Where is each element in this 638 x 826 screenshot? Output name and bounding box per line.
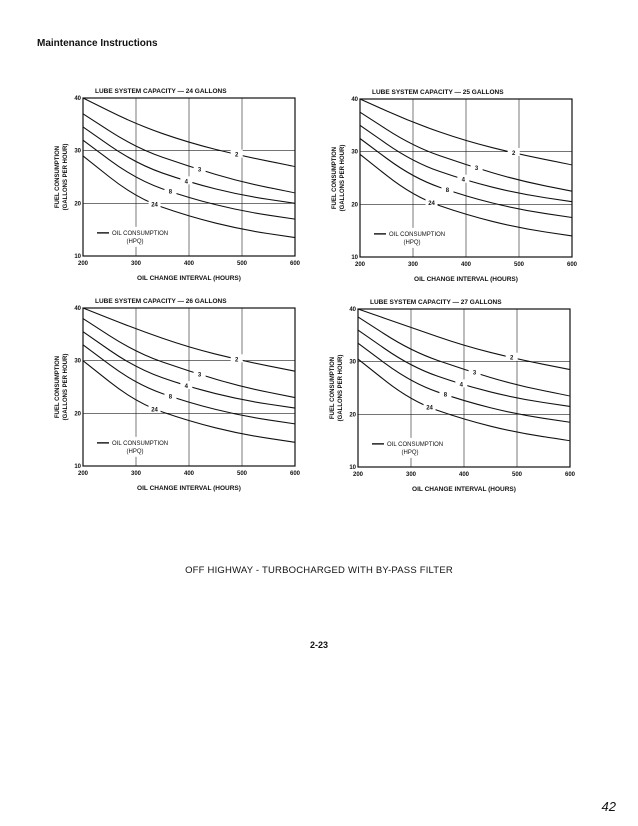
series-label-4: 4 xyxy=(461,177,466,184)
x-tick-label: 300 xyxy=(130,261,142,267)
series-label-4: 4 xyxy=(184,179,189,186)
y-tick-label: 20 xyxy=(351,202,358,209)
series-label-24: 24 xyxy=(426,405,433,412)
y-axis-label-units: (GALLONS PER HOUR) xyxy=(63,353,69,421)
y-tick-label: 20 xyxy=(74,201,81,208)
x-tick-label: 500 xyxy=(513,262,525,268)
y-tick-label: 20 xyxy=(74,411,81,418)
legend-label: OIL CONSUMPTION xyxy=(112,230,169,237)
y-tick-label: 10 xyxy=(351,255,358,261)
x-tick-label: 300 xyxy=(407,262,419,268)
y-tick-label: 30 xyxy=(74,148,81,155)
series-label-3: 3 xyxy=(474,165,479,172)
x-tick-label: 200 xyxy=(77,471,89,477)
y-axis-label-group xyxy=(330,355,344,422)
y-axis-label-group xyxy=(55,144,69,211)
figure-caption: OFF HIGHWAY - TURBOCHARGED WITH BY-PASS FILTER xyxy=(185,565,453,576)
page-header-title: Maintenance Instructions xyxy=(37,38,158,49)
y-tick-label: 10 xyxy=(74,464,81,470)
series-label-24: 24 xyxy=(151,407,158,414)
y-axis-label: FUEL CONSUMPTION xyxy=(330,356,336,420)
x-tick-label: 600 xyxy=(289,471,301,477)
x-tick-label: 300 xyxy=(405,472,417,478)
series-label-3: 3 xyxy=(197,372,202,379)
y-axis-label: FUEL CONSUMPTION xyxy=(55,355,61,419)
legend xyxy=(372,228,464,248)
chart-title: LUBE SYSTEM CAPACITY — 25 GALLONS xyxy=(372,89,504,96)
y-axis-label-units: (GALLONS PER HOUR) xyxy=(340,144,346,212)
x-tick-label: 400 xyxy=(183,471,195,477)
page-number: 2-23 xyxy=(309,640,328,650)
chart-25-gallons xyxy=(312,87,578,297)
legend-label: OIL CONSUMPTION xyxy=(387,441,444,448)
legend-label-units: (HPQ) xyxy=(126,448,144,455)
legend xyxy=(95,437,187,457)
y-axis-label-group xyxy=(55,354,69,421)
series-label-8: 8 xyxy=(168,394,173,401)
x-tick-label: 400 xyxy=(183,261,195,267)
legend-label-units: (HPQ) xyxy=(126,238,144,245)
chart-24-gallons xyxy=(35,86,301,296)
x-tick-label: 600 xyxy=(564,472,576,478)
series-label-8: 8 xyxy=(168,189,173,196)
y-axis-label: FUEL CONSUMPTION xyxy=(332,146,338,210)
series-label-2: 2 xyxy=(512,150,516,157)
folio-number: 42 xyxy=(601,799,616,814)
x-tick-label: 500 xyxy=(511,472,523,478)
y-axis-label-group xyxy=(332,145,346,212)
series-label-4: 4 xyxy=(459,382,464,389)
y-axis-label-units: (GALLONS PER HOUR) xyxy=(338,354,344,422)
x-tick-label: 200 xyxy=(354,262,366,268)
series-label-24: 24 xyxy=(428,200,435,207)
series-label-4: 4 xyxy=(184,384,189,391)
chart-title: LUBE SYSTEM CAPACITY — 24 GALLONS xyxy=(95,88,227,95)
y-tick-label: 40 xyxy=(349,307,356,313)
x-axis-label: OIL CHANGE INTERVAL (HOURS) xyxy=(414,276,518,283)
x-tick-label: 200 xyxy=(77,261,89,267)
legend-label: OIL CONSUMPTION xyxy=(389,231,446,238)
y-tick-label: 30 xyxy=(349,359,356,366)
chart-title: LUBE SYSTEM CAPACITY — 26 GALLONS xyxy=(95,298,227,305)
y-tick-label: 40 xyxy=(74,96,81,102)
x-tick-label: 400 xyxy=(458,472,470,478)
series-label-8: 8 xyxy=(443,392,448,399)
x-tick-label: 200 xyxy=(352,472,364,478)
legend-label: OIL CONSUMPTION xyxy=(112,440,169,447)
y-tick-label: 10 xyxy=(74,254,81,260)
x-tick-label: 300 xyxy=(130,471,142,477)
legend-label-units: (HPQ) xyxy=(403,239,421,246)
y-tick-label: 10 xyxy=(349,465,356,471)
series-label-3: 3 xyxy=(472,370,477,377)
series-label-3: 3 xyxy=(197,167,202,174)
y-tick-label: 30 xyxy=(74,358,81,365)
x-tick-label: 500 xyxy=(236,471,248,477)
y-tick-label: 30 xyxy=(351,149,358,156)
series-label-24: 24 xyxy=(151,202,158,209)
chart-27-gallons xyxy=(310,297,576,507)
y-tick-label: 40 xyxy=(74,306,81,312)
x-tick-label: 500 xyxy=(236,261,248,267)
x-tick-label: 600 xyxy=(566,262,578,268)
y-tick-label: 40 xyxy=(351,97,358,103)
x-axis-label: OIL CHANGE INTERVAL (HOURS) xyxy=(137,275,241,282)
series-label-2: 2 xyxy=(510,355,514,362)
y-tick-label: 20 xyxy=(349,412,356,419)
x-tick-label: 600 xyxy=(289,261,301,267)
x-axis-label: OIL CHANGE INTERVAL (HOURS) xyxy=(137,485,241,492)
legend xyxy=(370,438,462,458)
legend xyxy=(95,227,187,247)
series-label-2: 2 xyxy=(235,357,239,364)
y-axis-label-units: (GALLONS PER HOUR) xyxy=(63,143,69,211)
chart-26-gallons xyxy=(35,296,301,506)
y-axis-label: FUEL CONSUMPTION xyxy=(55,145,61,209)
x-axis-label: OIL CHANGE INTERVAL (HOURS) xyxy=(412,486,516,493)
x-tick-label: 400 xyxy=(460,262,472,268)
legend-label-units: (HPQ) xyxy=(401,449,419,456)
series-label-2: 2 xyxy=(235,152,239,159)
chart-title: LUBE SYSTEM CAPACITY — 27 GALLONS xyxy=(370,299,502,306)
series-label-8: 8 xyxy=(445,187,450,194)
